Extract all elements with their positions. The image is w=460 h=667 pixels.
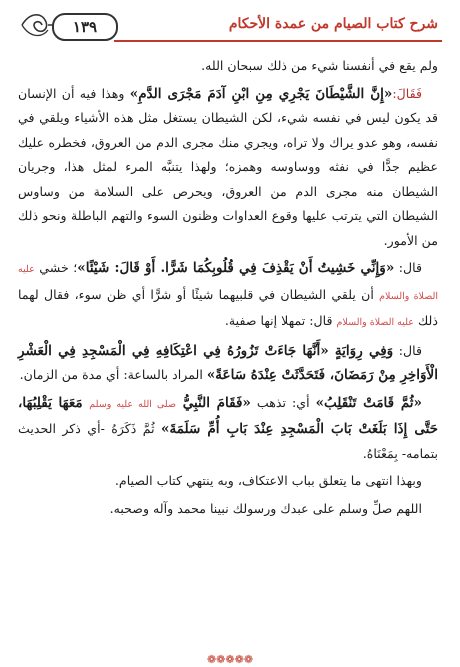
speaker-label: فَقَالَ: xyxy=(392,85,422,101)
paragraph-text: وهذا فيه أن الإنسان قد يكون ليس في نفسه شيء، لكن الشيطان يستغل مثل هذه الأشياء ويلقي في نفسه، وهو عدو يراك ولا تراه، ويجري منك مجرى الدم من العروق، فخطره عليك عظيم جدًّا في نفثه ووساوسه وهمزه؛ ولهذا يتنبَّه المرء لمثل هذا، وجريان الشيطان منه مجرى الدم من العروق، ويحرص على السلامة من وساوس الشيطان التي يترتب عليها وقوع العداوات وظنون السوء والتهم الباطلة ونحو ذلك من الأمور. xyxy=(18,85,438,248)
paragraph-4 xyxy=(18,339,438,388)
paragraph-5 xyxy=(18,391,438,467)
salutation-glyph: صلى الله عليه وسلم xyxy=(89,398,177,410)
paragraph-text: قال: تمهلا إنها صفية. xyxy=(224,313,337,328)
paragraph-text: ولم يقع في أنفسنا شيء من ذلك سبحان الله. xyxy=(201,58,438,73)
paragraph-6 xyxy=(18,469,438,494)
page-body xyxy=(18,54,438,524)
paragraph-text: أن يلقي الشيطان في قلبيهما شيئًا أو شرًّا أي ظن سوء، فقال لهما ذلك xyxy=(18,286,438,328)
paragraph-text: وبهذا انتهى ما يتعلق بباب الاعتكاف، وبه ينتهي كتاب الصيام. xyxy=(114,473,422,488)
hadith-quote: «إِنَّ الشَّيْطَانَ يَجْرِي مِنِ ابْنِ آدَمَ مَجْرَى الدَّمِ» xyxy=(129,85,393,102)
salutation-glyph: عليه الصلاة والسلام xyxy=(336,317,414,328)
flower-ornament-icon: ❁❁❁❁❁ xyxy=(206,653,254,666)
paragraph-3 xyxy=(18,256,438,336)
page-number: ١٣٩ xyxy=(52,13,118,41)
hadith-quote: مَعَهَا يَقْلِبُهَا، حَتَّى إِذَا بَلَغَتْ بَابَ الْمَسْجِدِ عِنْدَ بَابِ أُمِّ سَلَمَةَ» xyxy=(18,394,438,437)
speaker-label: قال: xyxy=(393,342,422,358)
hadith-quote: «وَإِنِّي خَشِيتُ أَنْ يَقْذِفَ فِي قُلُوبِكُمَا شَرًّا. أَوْ قَالَ: شَيْئًا» xyxy=(77,260,395,276)
hadith-quote: وَفِي رِوَايَةٍ «أَنَّهَا جَاءَتْ تَزُورُهُ فِي اعْتِكَافِهِ فِي الْمَسْجِدِ فِي الْعَشْرِ الْأَوَاخِرِ مِنْ رَمَضَانَ، فَتَحَدَّثَتْ عِنْدَهُ سَاعَةً» xyxy=(18,342,438,383)
salutation-glyph: عليه الصلاة والسلام xyxy=(18,264,438,302)
header-divider xyxy=(114,40,442,42)
page-header xyxy=(18,6,442,46)
paragraph-text: المراد بالساعة: أي مدة من الزمان. xyxy=(19,367,207,382)
paragraph-text: ؛ خشي xyxy=(34,260,78,275)
paragraph-7 xyxy=(18,497,438,522)
hadith-quote: «فَقَامَ النَّبِيُّ xyxy=(176,394,251,411)
paragraph-text: ثُمَّ ذَكَرَهُ -أي ذكر الحديث بتمامه- بِمَعْنَاهُ. xyxy=(18,421,438,461)
paragraph-text: اللهم صلِّ وسلم على عبدك ورسولك نبينا محمد وآله وصحبه. xyxy=(109,500,422,516)
running-title: شرح كتاب الصيام من عمدة الأحكام xyxy=(228,16,438,32)
paragraph-2 xyxy=(18,82,438,254)
footer-ornament xyxy=(0,648,460,666)
hadith-quote: «ثُمَّ قَامَتْ تَنْقَلِبُ» xyxy=(315,394,422,411)
paragraph-text: أي: تذهب xyxy=(250,394,316,410)
speaker-label: قال: xyxy=(394,260,422,275)
paragraph-1 xyxy=(18,54,438,79)
